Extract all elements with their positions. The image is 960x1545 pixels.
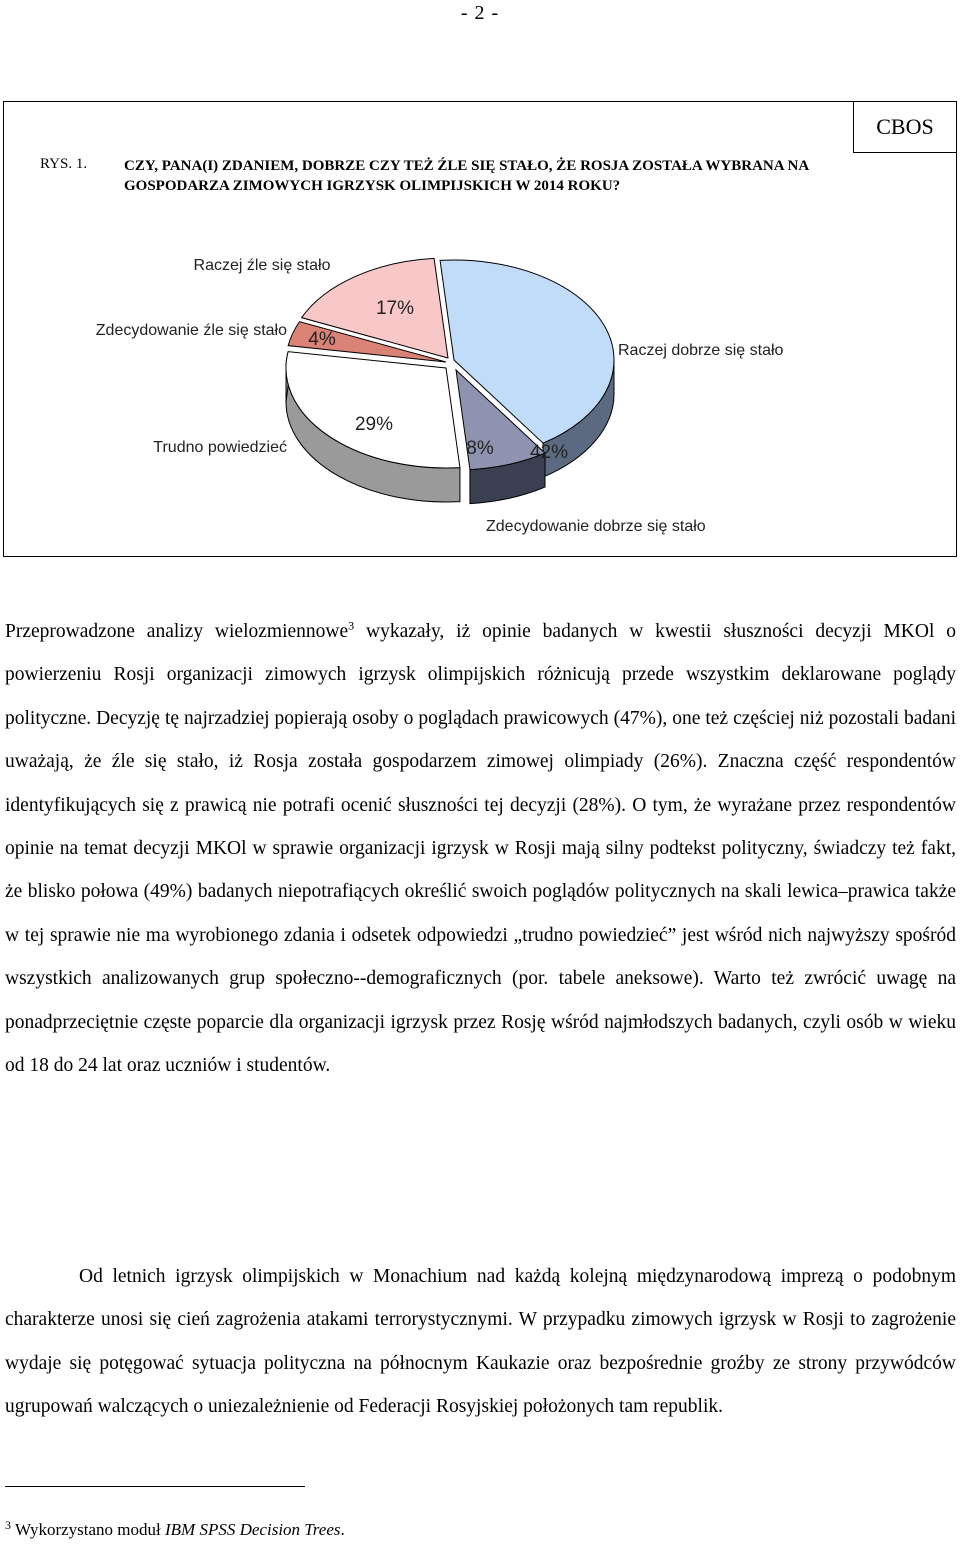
pie-category-label-1: Raczej dobrze się stało bbox=[618, 342, 784, 359]
pie-value-label-4: 4% bbox=[308, 329, 336, 350]
figure-label: RYS. 1. bbox=[40, 156, 88, 172]
pie-value-label-3: 29% bbox=[354, 414, 394, 435]
pie-value-label-1: 42% bbox=[529, 442, 569, 463]
figure-box bbox=[3, 101, 957, 557]
cbos-logo: CBOS bbox=[853, 101, 957, 153]
footnote-reference: 3 bbox=[348, 618, 355, 633]
paragraph-1-rest: wykazały, iż opinie badanych w kwestii słuszności decyzji MKOl o powierzeniu Rosji organizacji zimowych igrzysk olimpijskich różnicują przede wszystkim deklarowane poglądy polityczne. Decyzję tę najrzadziej popierają osoby o poglądach prawicowych (47%), one też częściej niż pozostali badani uważają, że źle się stało, iż Rosja została gospodarzem zimowej olimpiady (26%). Znaczna część respondentów identyfikujących się z prawicą nie potrafi ocenić słuszności tej decyzji (28%). O tym, że wyrażane przez respondentów opinie na temat decyzji MKOl w sprawie organizacji igrzysk w Rosji mają silny podtekst polityczny, świadczy też fakt, że blisko połowa (49%) badanych niepotrafiących określić swoich poglądów politycznych na skali lewica–prawica także w tej sprawie nie ma wyrobionego zdania i odsetek odpowiedzi „trudno powiedzieć” jest wśród nich najwyższy spośród wszystkich analizowanych grup społeczno--demograficznych (por. tabele aneksowe). Warto też zwrócić uwagę na ponadprzeciętnie częste poparcie dla organizacji igrzysk przez Rosję wśród najmłodszych badanych, czyli osób w wieku od 18 do 24 lat oraz uczniów i studentów. bbox=[5, 621, 956, 1077]
figure-title: CZY, PANA(I) ZDANIEM, DOBRZE CZY TEŻ ŹLE SIĘ STAŁO, ŻE ROSJA ZOSTAŁA WYBRANA NA GOSPODARZA ZIMOWYCH IGRZYSK OLIMPIJSKICH W 2014 ROKU? bbox=[124, 158, 809, 194]
footnote-end: . bbox=[340, 1520, 345, 1539]
pie-category-label-2: Zdecydowanie dobrze się stało bbox=[486, 518, 706, 535]
pie-chart bbox=[4, 102, 958, 558]
pie-category-label-3: Trudno powiedzieć bbox=[153, 439, 287, 456]
footnote-italic: IBM SPSS Decision Trees bbox=[165, 1520, 341, 1539]
paragraph-2: Od letnich igrzysk olimpijskich w Monachium nad każdą kolejną międzynarodową imprezą o podobnym charakterze unosi się cień zagrożenia atakami terrorystycznymi. W przypadku zimowych igrzysk w Rosji to zagrożenie wydaje się potęgować sytuacja polityczna na północnym Kaukazie oraz bezpośrednie groźby ze strony przywódców ugrupowań walczących o uniezależnienie od Federacji Rosyjskiej położonych tam republik. bbox=[5, 1266, 956, 1418]
footnote-separator bbox=[5, 1486, 305, 1487]
footnote-text: Wykorzystano moduł bbox=[11, 1520, 166, 1539]
footnote-number: 3 bbox=[5, 1518, 11, 1532]
paragraph-1-start: Przeprowadzone analizy wielozmiennowe bbox=[5, 621, 349, 642]
pie-category-label-4: Zdecydowanie źle się stało bbox=[95, 322, 287, 339]
pie-category-label-5: Raczej źle się stało bbox=[193, 257, 331, 274]
page-number: - 2 - bbox=[460, 2, 500, 24]
footnote bbox=[5, 1518, 345, 1540]
pie-value-label-2: 8% bbox=[466, 438, 494, 459]
paragraph-1 bbox=[5, 610, 956, 1087]
pie-value-label-5: 17% bbox=[375, 298, 415, 319]
